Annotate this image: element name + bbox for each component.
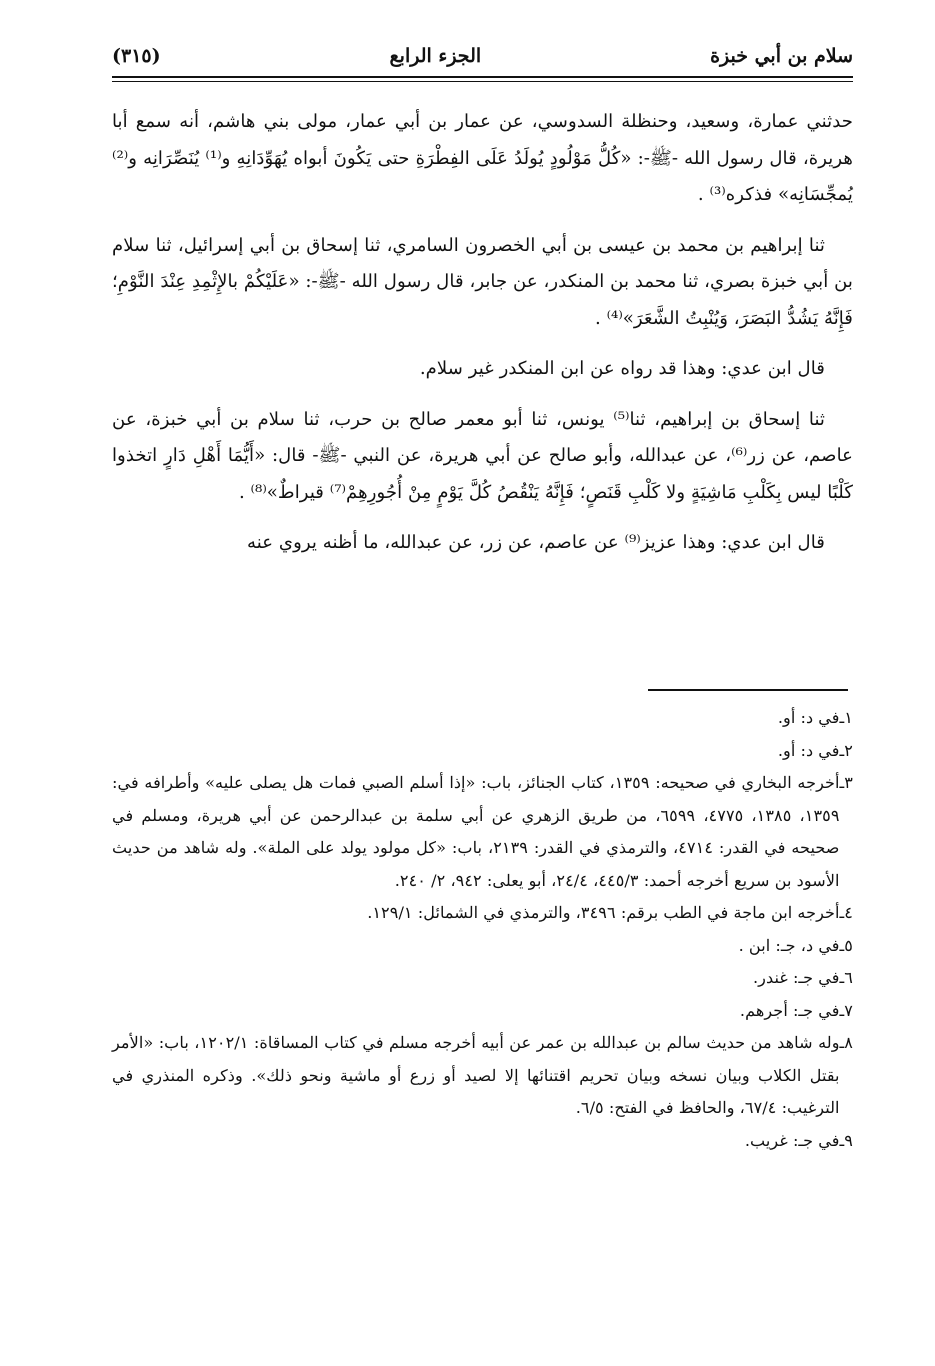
footnote-number: ٨ـ <box>839 1033 853 1052</box>
footnote-text: في د: أو. <box>777 740 840 760</box>
paragraph: حدثني عمارة، وسعيد، وحنظلة السدوسي، عن عمار بن أبي عمار، مولى بني هاشم، أنه سمع أبا هريرة، قال رسول الله -ﷺ-: «كُلُّ مَوْلُودٍ يُولَدُ عَلَى الفِطْرَةِ حتى يَكُونَ أبواه يُهَوِّدَانِهِ و⁽¹⁾ يُنَصِّرَانِه و⁽²⁾ يُمجِّسَانِه» فذكره⁽³⁾ . <box>112 111 853 205</box>
footnote <box>112 962 853 995</box>
footnote-text: وله شاهد من حديث سالم بن عبدالله بن عمر عن أبيه أخرجه مسلم في كتاب المساقاة: ١٢٠٢/١، باب: «الأمر بقتل الكلاب وبيان نسخه وبيان تحريم اقتنائها إلا لصيد أو زرع أو ماشية ونحو ذلك». وذكره المنذري في الترغيب: ٦٧/٤، والحافظ في الفتح: ٦/٥. <box>112 1033 840 1117</box>
header-page-number: (٣١٥) <box>112 45 161 67</box>
footnote <box>112 1125 853 1158</box>
paragraph: قال ابن عدي: وهذا قد رواه عن ابن المنكدر غير سلام. <box>419 358 825 379</box>
paragraph: قال ابن عدي: وهذا عزيز⁽⁹⁾ عن عاصم، عن زر، عن عبدالله، ما أظنه يروي عنه <box>246 532 825 553</box>
footnote <box>112 897 853 930</box>
footnote-text: في جـ: غريب. <box>744 1130 840 1150</box>
footnotes <box>112 702 853 1157</box>
footnote-number: ٥ـ <box>839 935 853 955</box>
footnote-number: ٤ـ <box>839 903 853 922</box>
footnote-separator <box>648 689 848 691</box>
footnote <box>112 1027 853 1125</box>
footnote-number: ٦ـ <box>839 968 853 987</box>
footnote <box>112 930 853 963</box>
footnote <box>112 735 853 768</box>
footnote <box>112 702 853 735</box>
footnote-text: في د: أو. <box>777 708 840 727</box>
paragraph: ثنا إسحاق بن إبراهيم، ثنا⁽⁵⁾ يونس، ثنا أبو معمر صالح بن حرب، ثنا سلام بن أبي خبزة، عن عاصم، عن زر⁽⁶⁾، عن عبدالله، وأبو صالح عن أبي هريرة، عن النبي -ﷺ- قال: «أَيُّمَا أَهْلِ دَارٍ اتخذوا كَلْبًا ليس بِكَلْبِ مَاشِيَةٍ ولا كَلْبِ قَنَصٍ؛ فَإِنَّهُ يَنْقُصُ كُلَّ يَوْمٍ مِنْ أُجُورِهِمْ⁽⁷⁾ قيراطٌ»⁽⁸⁾ . <box>112 408 853 503</box>
running-header <box>112 38 853 74</box>
footnote-text: أخرجه ابن ماجة في الطب برقم: ٣٤٩٦، والترمذي في الشمائل: ١٢٩/١. <box>367 903 840 922</box>
footnote-text: في جـ: غندر. <box>753 968 840 987</box>
footnote-text: في جـ: أجرهم. <box>739 1000 840 1020</box>
paragraph: ثنا إبراهيم بن محمد بن عيسى بن أبي الخصرون السامري، ثنا إسحاق بن أبي إسرائيل، ثنا سلام بن أبي خبزة بصري، ثنا محمد بن المنكدر، عن جابر، قال رسول الله -ﷺ-: «عَلَيْكُمْ بالإِثْمِدِ عِنْدَ النَّوْمِ؛ فَإِنَّهُ يَشُدُّ البَصَرَ، وَيُنْبِتُ الشَّعَرَ»⁽⁴⁾ . <box>112 234 853 329</box>
header-book-title: سلام بن أبي خبزة <box>710 45 853 67</box>
footnote-number: ٢ـ <box>839 740 853 760</box>
footnote-number: ١ـ <box>839 708 853 727</box>
header-rule <box>112 76 853 82</box>
footnote-text: أخرجه البخاري في صحيحه: ١٣٥٩، كتاب الجنائز، باب: «إذا أسلم الصبي فمات هل يصلى عليه» وأطرافه في: ١٣٥٩، ١٣٨٥، ٤٧٧٥، ٦٥٩٩، من طريق الزهري عن أبي سلمة بن عبدالرحمن عن أبي هريرة، ومسلم في صحيحه في القدر: ٤٧١٤، والترمذي في القدر: ٢١٣٩، باب: «كل مولود يولد على الملة». وله شاهد من حديث الأسود بن سريع أخرجه أحمد: ٤٤٥/٣، ٢٤/٤، أبو يعلى: ٩٤٢، ٢/ ٢٤٠. <box>112 773 840 890</box>
header-volume: الجزء الرابع <box>389 45 482 67</box>
footnote <box>112 767 853 897</box>
footnote-text: في د، جـ: ابن . <box>738 935 840 955</box>
footnote <box>112 995 853 1028</box>
main-text <box>112 104 853 576</box>
footnote-number: ٧ـ <box>839 1000 853 1020</box>
footnote-number: ٣ـ <box>839 773 853 792</box>
footnote-number: ٩ـ <box>839 1130 853 1150</box>
